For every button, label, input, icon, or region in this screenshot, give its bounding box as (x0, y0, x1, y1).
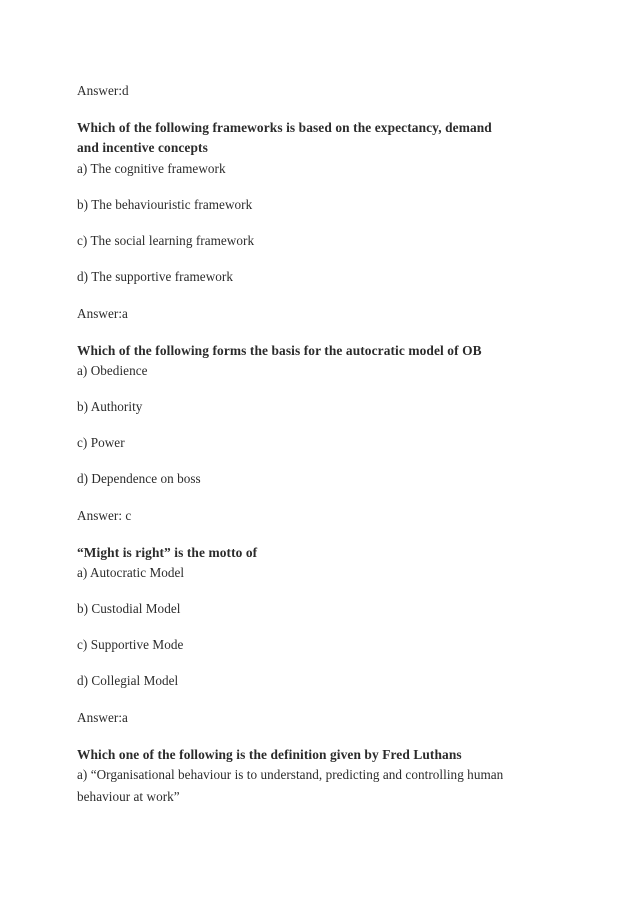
option-line: c) Power (77, 435, 125, 450)
question-line: Which of the following frameworks is based on the expectancy, demand (77, 120, 492, 135)
question-line: Which of the following forms the basis for the autocratic model of OB (77, 343, 482, 358)
question-line: and incentive concepts (77, 140, 208, 155)
option-line: b) Authority (77, 399, 143, 414)
answer-line: Answer:a (77, 306, 128, 321)
option-line: a) Autocratic Model (77, 565, 185, 580)
option-line: d) Collegial Model (77, 673, 179, 688)
option-line: c) Supportive Mode (77, 637, 184, 652)
option-line: a) The cognitive framework (77, 161, 226, 176)
option-line: b) The behaviouristic framework (77, 197, 253, 212)
option-line: behaviour at work” (77, 789, 180, 804)
option-line: a) “Organisational behaviour is to understand, predicting and controlling human (77, 767, 504, 782)
question-line: Which one of the following is the definition given by Fred Luthans (77, 747, 462, 762)
option-line: b) Custodial Model (77, 601, 181, 616)
question-line: “Might is right” is the motto of (77, 545, 258, 560)
answer-line: Answer:d (77, 83, 129, 98)
answer-line: Answer:a (77, 710, 128, 725)
option-line: d) The supportive framework (77, 269, 234, 284)
option-line: d) Dependence on boss (77, 471, 201, 486)
answer-line: Answer: c (77, 508, 132, 523)
option-line: c) The social learning framework (77, 233, 255, 248)
option-line: a) Obedience (77, 363, 148, 378)
